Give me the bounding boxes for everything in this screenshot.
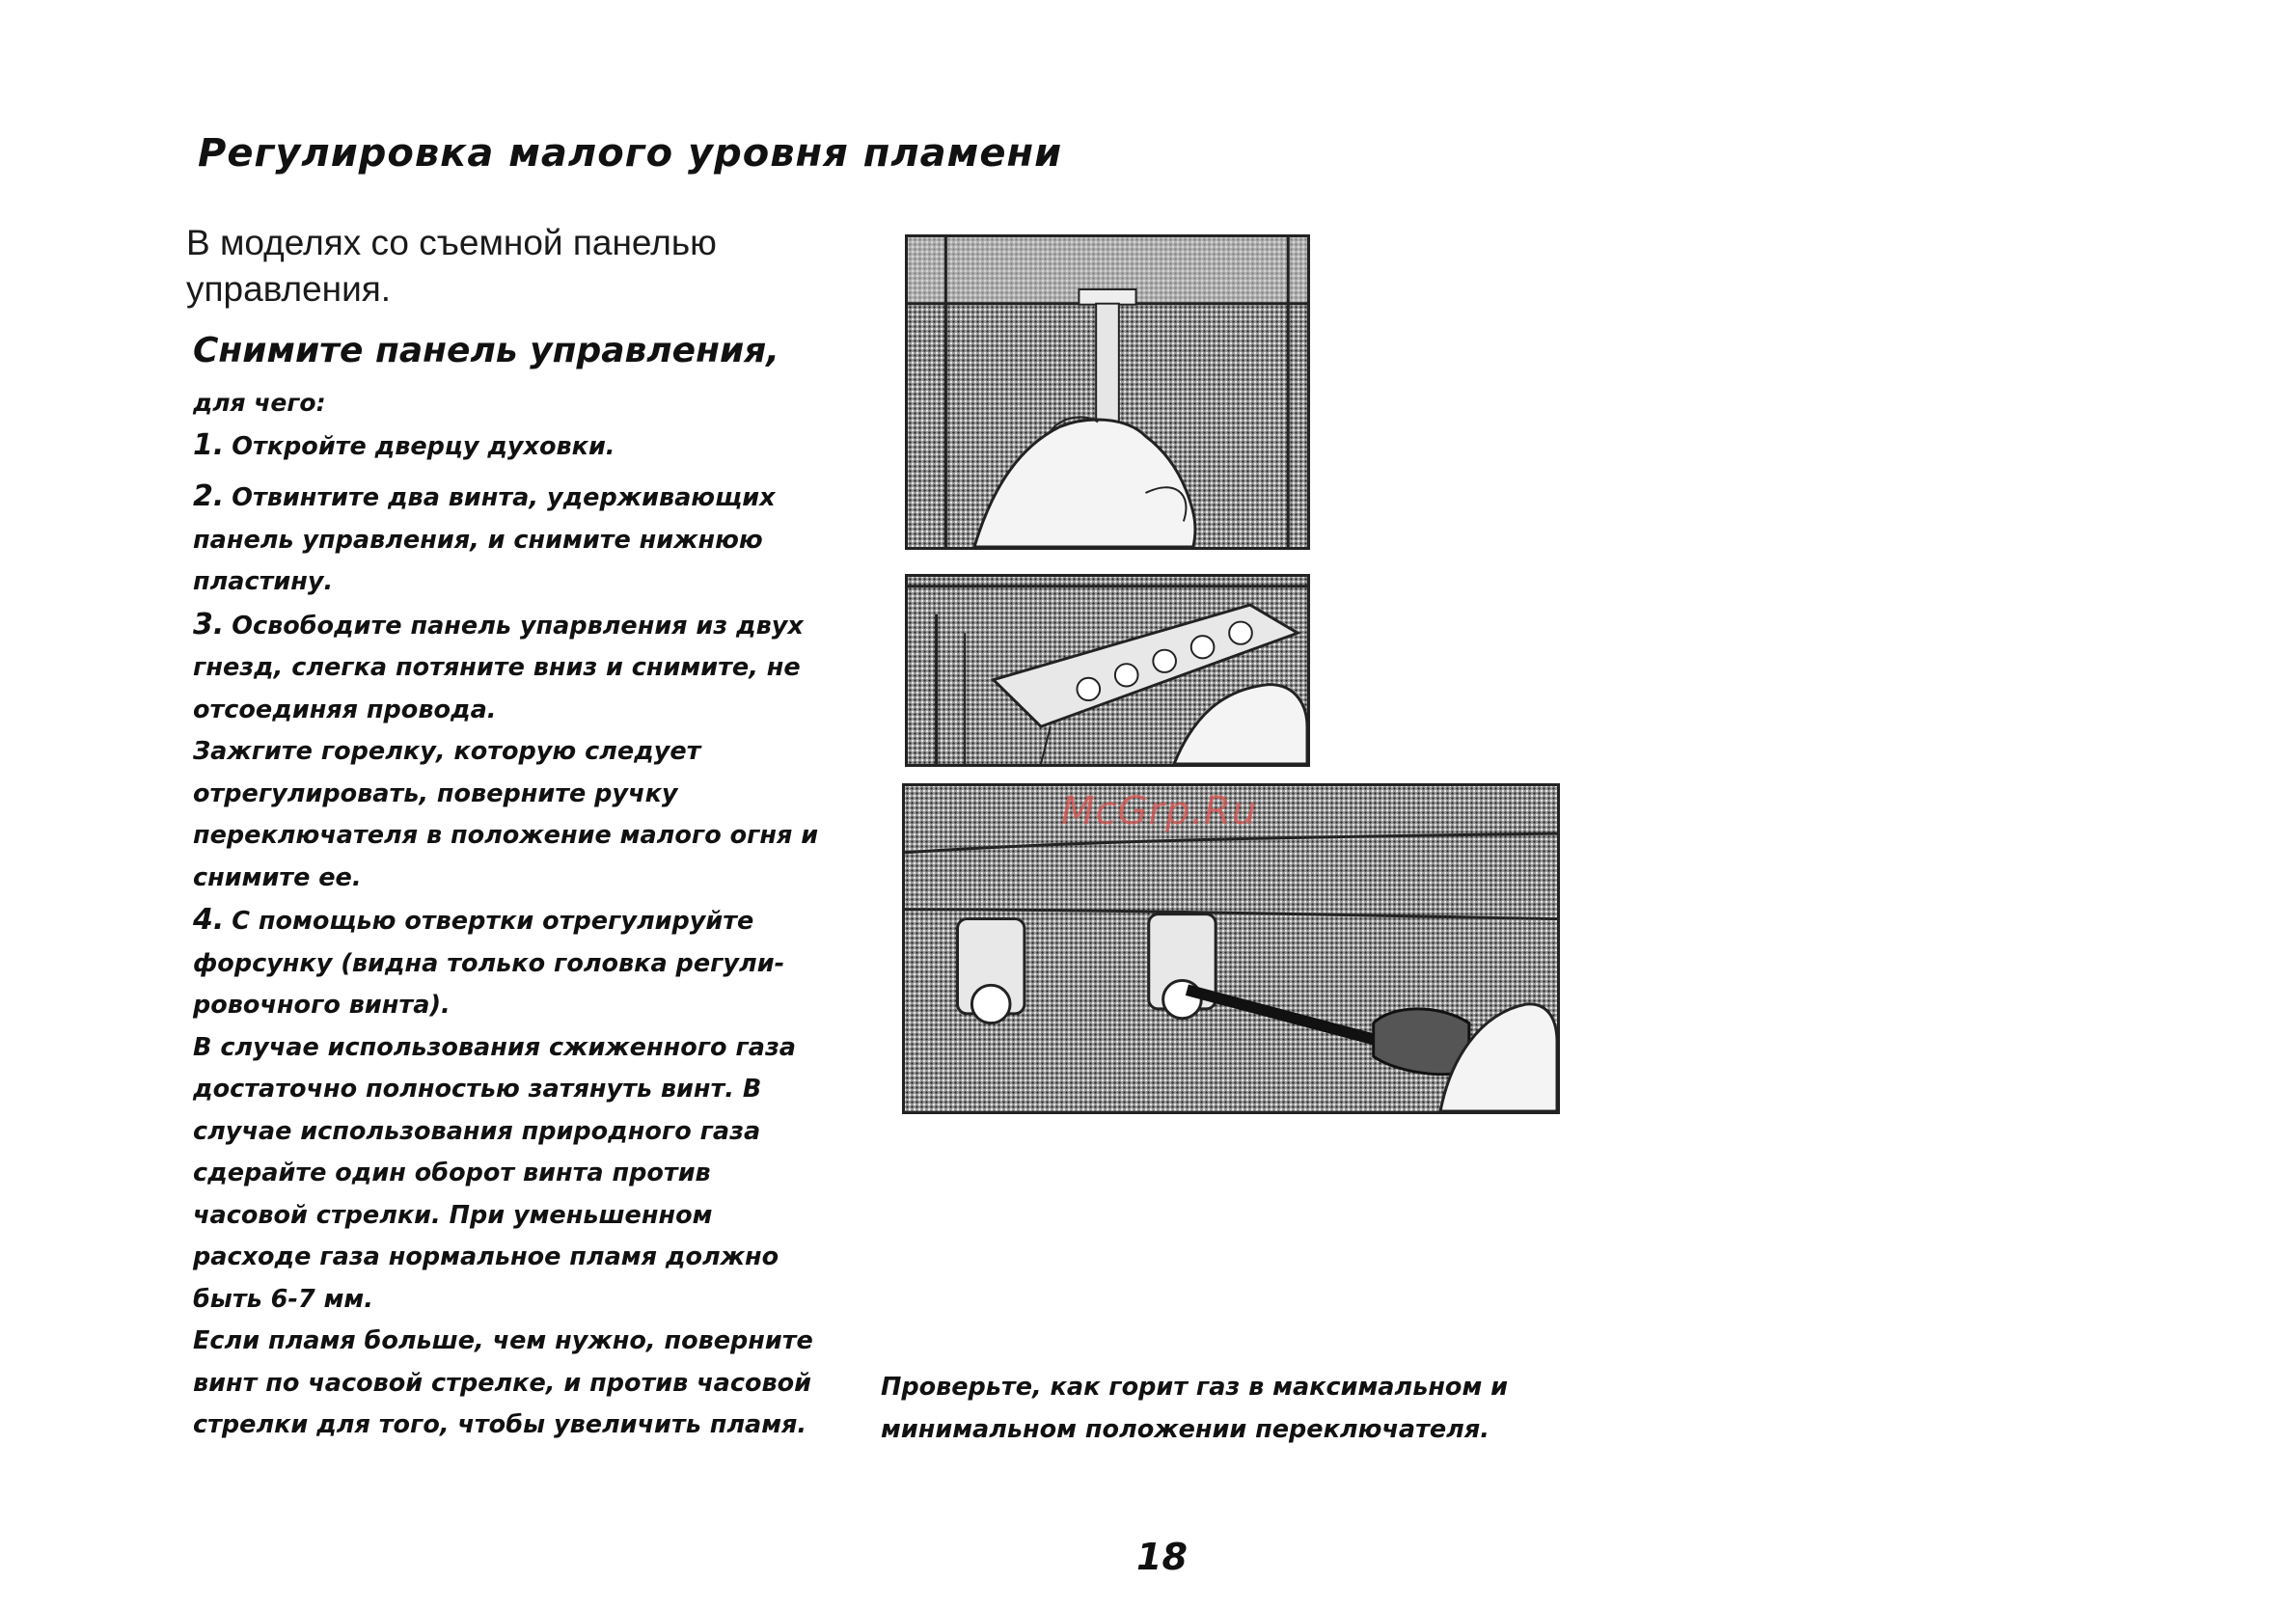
figure-unscrew-panel-drawing [908,237,1307,547]
step-2 [193,476,830,604]
step-text: Освободите панель упарвления из двух гнезд, слегка потяните вниз и снимите, не отсоединяя провода. [193,611,804,724]
section-heading: Снимите панель управления, [193,331,779,370]
step-text: Зажгите горелку, которую следует отрегулировать, поверните ручку переключателя в положение малого огня и снимите ее. [193,737,819,892]
intro-text: В моделях со съемной панелью управления. [186,223,717,309]
step-text: Откройте дверцу духовки. [232,431,615,461]
figure-adjust-screw-drawing [905,786,1557,1111]
figure-unscrew-panel [905,234,1310,550]
figure-caption: Проверьте, как горит газ в максимальном и минимальном положении переключателя. [881,1373,1509,1444]
step-number: 1. [193,427,225,462]
step-4-note-gas [193,1027,830,1322]
figure-remove-panel [905,574,1310,767]
step-3 [193,604,830,732]
instructions-subheading: для чего: [193,389,326,417]
page-number: 18 [1136,1536,1188,1578]
step-4-note-flame [193,1321,830,1447]
step-3-note [193,731,830,899]
step-number: 3. [193,607,225,641]
step-text: Если пламя больше, чем нужно, поверните винт по часовой стрелке, и против часовой стрелки для того, чтобы увеличить пламя. [193,1326,813,1439]
instructions [193,382,830,1447]
figure-remove-panel-drawing [908,577,1307,764]
step-1 [193,424,830,469]
watermark: McGrp.Ru [1061,789,1258,833]
step-text: Отвинтите два винта, удерживающих панель управления, и снимите нижнюю пластину. [193,483,776,596]
step-text: В случае использования сжиженного газа достаточно полностью затянуть винт. В случае использования природного газа сдерайте один оборот винта против часовой стрелки. При уменьшенном расходе газа нормальное пламя должно быть 6-7 мм. [193,1032,797,1314]
step-number: 4. [193,903,225,937]
step-text: С помощью отвертки отрегулируйте форсунку (видна только головка регули-ровочного винта). [193,907,785,1020]
step-4 [193,899,830,1027]
page-title: Регулировка малого уровня пламени [198,131,1063,176]
step-number: 2. [193,479,225,513]
